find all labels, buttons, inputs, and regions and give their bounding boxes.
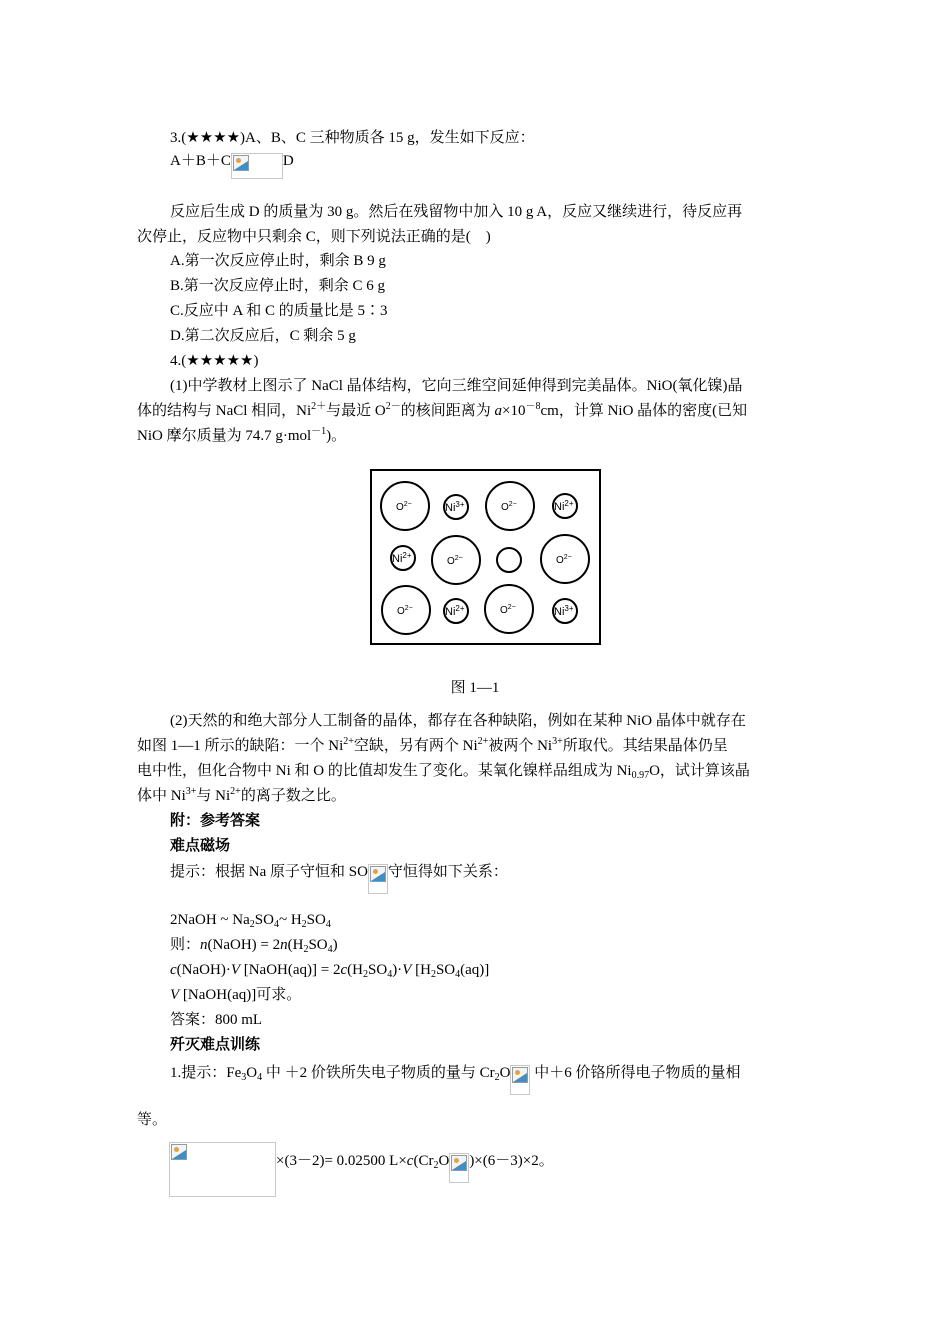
q3-option-c: C.反应中 A 和 C 的质量比是 5∶3 [170,303,388,319]
q4-part1-line1: (1)中学教材上图示了 NaCl 晶体结构，它向三维空间延伸得到完美晶体。NiO(氧化镍)晶 [170,378,743,394]
dichromate-formula-image [449,1153,469,1183]
equation-line: c(NaOH)·V [NaOH(aq)] = $2c(H_2SO_4)\cdot V$ $[H_2SO_4(aq)]$ [170,962,490,980]
o2-ion [381,482,429,530]
broken-image-icon [512,1067,528,1083]
q3-option-a: A.第一次反应停止时，剩余 B 9 g [170,253,386,269]
q4-part1-line2: 体的结构与 NaCl 相同，$Ni^{2+}$与最近 $O^{2-}$的核间距离为 $a\times 10^{-8}cm$，计算 NiO 晶体的密度(已知 [137,401,748,419]
then-line: 则：n(NaOH) = $2n(H_2SO_4)$ [170,937,338,955]
calculation-line: ×(3－2)= 0.02500 $L\times c(Cr_2O$ )×(6－3)×2。 [276,1151,554,1183]
reaction-arrow-image [231,153,283,179]
equation-reactants: A＋B＋C [170,153,231,169]
formula-image [169,1142,276,1197]
q3-heading: 3.(★★★★)A、B、C 三种物质各 15 g，发生如下反应： [170,130,535,146]
o2-ion [485,585,533,633]
svg-text:Ni2+: $Ni^{2+}$ [392,551,412,565]
ni2-ion [444,599,468,623]
q4-heading: 4.(★★★★★) [170,353,259,369]
q3-body-line1: 反应后生成 D 的质量为 30 g。然后在残留物中加入 10 g A，反应又继续进行，待反应再 [170,204,743,220]
answer-value: 答案：800 mL [170,1012,263,1028]
dichromate-formula-image [510,1065,530,1095]
q4-part2-line3: 电中性，但化合物中 Ni 和 O 的比值却发生了变化。某氧化镍样品组成为 $Ni_{0.97}O$，试计算该晶 [137,763,750,781]
q3-body-line2: 次停止，反应物中只剩余 C，则下列说法正确的是( ) [137,229,491,245]
o2-ion [432,536,480,584]
hint-line: 提示：根据 Na 原子守恒和 SO 守恒得如下关系： [170,862,508,894]
q4-part2-line2: 如图 1—1 所示的缺陷：一个 $Ni^{2+}$空缺，另有两个 $Ni^{2+}$被两个 $Ni^{3+}$所取代。其结果晶体仍呈 [137,736,728,754]
sulfate-formula-image [368,864,388,894]
broken-image-icon [171,1144,187,1160]
svg-text:Ni2+: $Ni^{2+}$ [554,499,574,513]
broken-image-icon [451,1155,467,1171]
svg-text:Ni3+: $Ni^{3+}$ [445,500,465,514]
svg-text:Ni3+: $Ni^{3+}$ [554,604,574,618]
q3-option-b: B.第一次反应停止时，剩余 C 6 g [170,278,386,294]
svg-text:O2−: $O^{2-}$ [500,604,516,616]
q3-equation [170,151,294,179]
svg-text:O2−: $O^{2-}$ [556,554,572,566]
section-heading-difficulty: 难点磁场 [170,838,231,854]
q4-part1-line3: NiO 摩尔质量为 74.7 g·mol$^{-1}$)。 [137,426,347,444]
ni2-ion [391,546,415,570]
svg-text:O2−: $O^{2-}$ [397,605,413,617]
q4-part2-line4: 体中 $Ni^{3+}$与 $Ni^{2+}$的离子数之比。 [137,786,346,804]
broken-image-icon [370,866,386,882]
o2-ion [382,586,430,634]
o2-ion [541,535,589,583]
svg-text:O2−: $O^{2-}$ [396,501,412,513]
broken-image-icon [233,155,249,171]
svg-text:O2−: $O^{2-}$ [447,555,463,567]
ni3-ion [444,495,468,519]
training-hint-line1: 1.提示：$Fe_3O_4$ 中 ＋2 价铁所失电子物质的量与 $Cr_2O$ 中＋6 价铬所得电子物质的量相 [170,1063,740,1095]
svg-text:O2−: $O^{2-}$ [501,501,517,513]
figure-caption: 图 1—1 [450,680,500,696]
ni2-ion [553,494,577,518]
answers-title: 附：参考答案 [170,813,261,829]
ni2-vacancy [497,548,521,572]
svg-text:Ni2+: $Ni^{2+}$ [445,604,465,618]
nio-crystal-defect-diagram [370,469,602,646]
relation-line: 2NaOH ~ $Na_2SO_4\sim$ $H_2SO_4$ [170,912,331,930]
section-heading-training: 歼灭难点训练 [170,1037,261,1053]
q3-option-d: D.第二次反应后，C 剩余 5 g [170,328,356,344]
volume-line: V [NaOH(aq)]可求。 [170,987,302,1003]
ni3-ion [553,599,577,623]
training-hint-line2: 等。 [137,1112,168,1128]
equation-product: D [282,153,294,169]
o2-ion [486,482,534,530]
q4-part2-line1: (2)天然的和绝大部分人工制备的晶体，都存在各种缺陷，例如在某种 NiO 晶体中就存在 [170,713,746,729]
